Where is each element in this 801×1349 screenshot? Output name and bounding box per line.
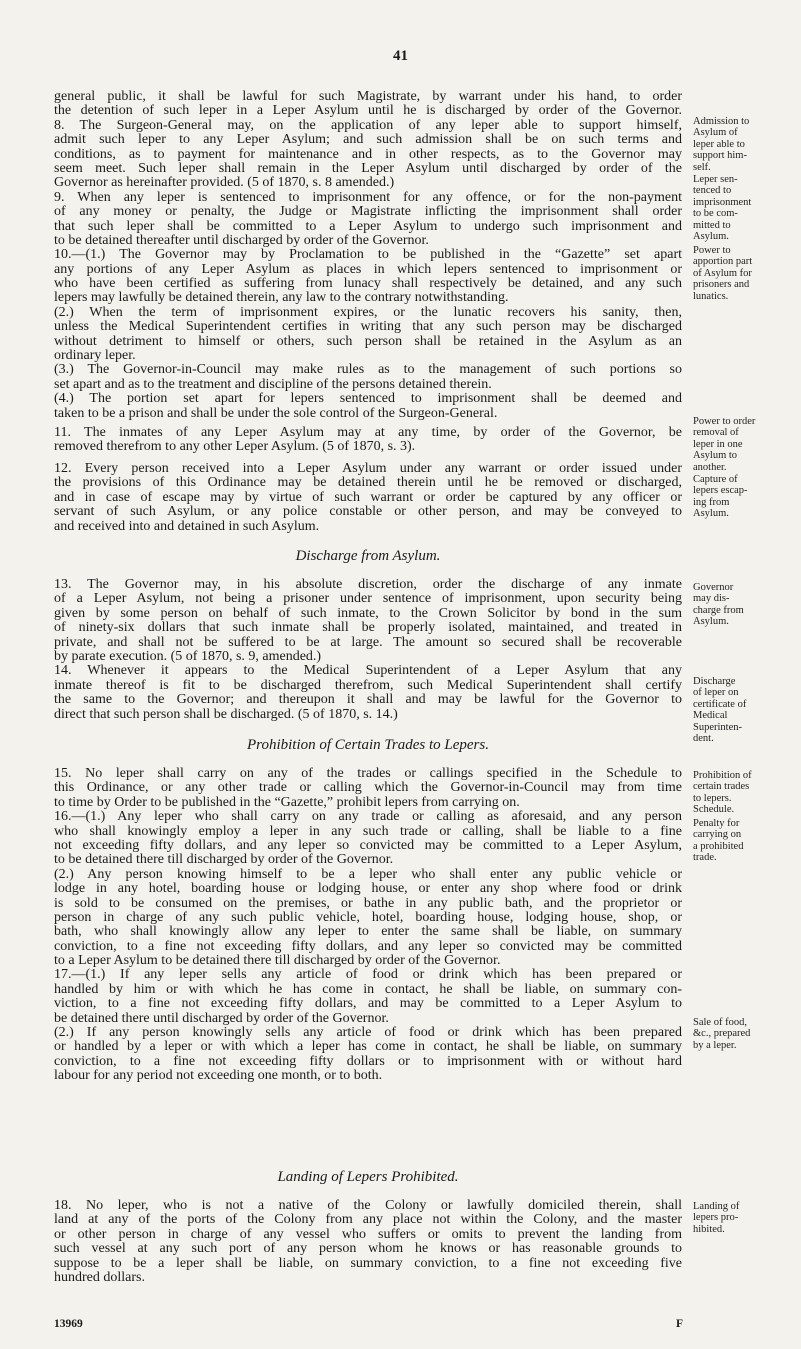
margin-note-line: another. xyxy=(693,461,727,473)
footer-signature-number: 13969 xyxy=(54,1318,83,1330)
text-line: 15. No leper shall carry on any of the trades or callings specified in the Schedule to xyxy=(54,767,682,781)
margin-note-line: Power to xyxy=(693,245,731,256)
text-line: this Ordinance, or any other trade or calling which the Governor-in-Council may from time xyxy=(54,781,682,796)
text-line: admit such leper to any Leper Asylum; and such admission shall be on such terms and xyxy=(54,133,682,148)
margin-note-line: Leper sen- xyxy=(693,174,738,185)
margin-note-line: by a leper. xyxy=(693,1039,737,1051)
text-block xyxy=(54,426,682,455)
text-line: 14. Whenever it appears to the Medical Superintendent of a Leper Asylum that any xyxy=(54,664,682,679)
text-line: viction, to a fine not exceeding fifty dollars, and may be committed to a Leper Asylum to xyxy=(54,997,682,1012)
text-line: or handled by a leper or with which a leper has come in contact, he shall be liable, on summary xyxy=(54,1040,682,1055)
margin-note-line: &c., prepared xyxy=(693,1028,751,1040)
text-line: to a Leper Asylum to be detained there till discharged by order of the Governor. xyxy=(54,954,501,969)
text-line: 8. The Surgeon-General may, on the application of any leper able to support himself, xyxy=(54,118,682,133)
margin-note-line: to lepers. xyxy=(693,792,732,804)
text-block xyxy=(54,578,682,722)
margin-note-line: charge from xyxy=(693,604,744,616)
margin-note-line: tenced to xyxy=(693,185,732,197)
margin-note-line: prisoners and xyxy=(693,279,750,291)
text-line: 17.—(1.) If any leper sells any article of food or drink which has been prepared or xyxy=(54,968,682,983)
text-line: by parate execution. (5 of 1870, s. 9, amended.) xyxy=(54,649,322,664)
margin-note-line: Asylum to xyxy=(693,450,738,462)
text-line: taken to be a prison and shall be under the sole control of the Surgeon-General. xyxy=(54,406,498,421)
text-line: Governor as hereinafter provided. (5 of 1870, s. 8 amended.) xyxy=(54,176,395,191)
margin-note-line: Governor xyxy=(693,582,734,593)
margin-note-line: Medical xyxy=(693,710,728,722)
text-line: the same to the Governor; and thereupon it shall and may be lawful for the Governor to xyxy=(54,693,682,708)
text-line: 13. The Governor may, in his absolute discretion, order the discharge of any inmate xyxy=(54,578,682,592)
text-line: seem meet. Such leper shall remain in the Leper Asylum until discharged by order of the xyxy=(54,161,682,176)
text-line: conviction, to a fine not exceeding fifty dollars, and any leper so convicted may be committed xyxy=(54,939,682,954)
text-line: 11. The inmates of any Leper Asylum may at any time, by order of the Governor, be xyxy=(54,426,682,440)
text-line: to be detained thereafter until discharged by order of the Governor. xyxy=(54,233,429,248)
margin-note-line: Power to order xyxy=(693,416,756,427)
margin-note xyxy=(693,474,797,520)
text-block xyxy=(54,462,682,534)
margin-note-line: Discharge xyxy=(693,676,736,687)
margin-note xyxy=(693,116,797,173)
text-line: to be detained there till discharged by order of the Governor. xyxy=(54,853,394,868)
margin-note-line: may dis- xyxy=(693,593,730,605)
margin-note xyxy=(693,582,797,628)
text-line: the provisions of this Ordinance may be detained therein until he be removed or discharged, xyxy=(54,476,682,491)
text-line: 10.—(1.) The Governor may by Proclamation to be published in the “Gazette” set apart xyxy=(54,248,682,263)
text-line: and received into and detained in such Asylum. xyxy=(54,519,320,534)
text-line: general public, it shall be lawful for such Magistrate, by warrant under his hand, to order xyxy=(54,90,682,104)
margin-note-line: Asylum. xyxy=(693,616,729,628)
margin-note-line: to be com- xyxy=(693,208,738,220)
page-number: 41 xyxy=(393,48,408,64)
text-line: or other person in charge of any vessel who suffers or omits to prevent the landing from xyxy=(54,1227,682,1242)
margin-note-line: a prohibited xyxy=(693,840,744,852)
margin-note-line: Asylum of xyxy=(693,127,738,139)
text-line: be detained there until discharged by order of the Governor. xyxy=(54,1011,389,1026)
margin-note-line: apportion part xyxy=(693,256,753,268)
text-line: 9. When any leper is sentenced to imprisonment for any offence, or for the non-payment xyxy=(54,190,682,205)
margin-note-line: self. xyxy=(693,161,711,173)
margin-note-line: imprisonment xyxy=(693,196,752,208)
text-line: and in case of escape may by virtue of such warrant or order be captured by any officer or xyxy=(54,490,682,505)
margin-note xyxy=(693,818,797,864)
text-line: 16.—(1.) Any leper who shall carry on any trade or calling as aforesaid, and any person xyxy=(54,810,682,825)
text-block xyxy=(54,767,682,1084)
text-line: is sold to be consumed on the premises, or bathe in any public bath, and the proprietor or xyxy=(54,896,682,911)
margin-note-line: trade. xyxy=(693,852,717,864)
text-line: private, and shall not be suffered to be at large. The amount so secured shall be recoverable xyxy=(54,635,682,650)
text-line: bath, who shall knowingly allow any leper to enter the same shall be liable, on summary xyxy=(54,925,682,940)
text-line: 12. Every person received into a Leper Asylum under any warrant or order issued under xyxy=(54,462,682,476)
footer-signature-letter: F xyxy=(676,1318,684,1330)
text-line: (4.) The portion set apart for lepers sentenced to imprisonment shall be deemed and xyxy=(54,392,682,407)
margin-note-line: dent. xyxy=(693,733,714,745)
text-line: that such leper shall be committed to a Leper Asylum to undergo such imprisonment and xyxy=(54,219,682,234)
margin-note-line: of leper on xyxy=(693,687,739,699)
text-block xyxy=(54,1199,682,1285)
margin-note xyxy=(693,245,797,302)
margin-note xyxy=(693,174,797,242)
text-line: lodge in any hotel, boarding house or lodging house, or enter any shop where food or drink xyxy=(54,882,682,897)
margin-note-line: Schedule. xyxy=(693,804,735,816)
margin-note-line: certificate of xyxy=(693,698,747,710)
text-line: hundred dollars. xyxy=(54,1270,145,1285)
margin-note-line: support him- xyxy=(693,150,747,162)
text-line: servant of such Asylum, or any police constable or other person, and may be conveyed to xyxy=(54,505,682,520)
text-line: any portions of any Leper Asylum as places in which lepers sentenced to imprisonment or xyxy=(54,262,682,277)
text-line: (2.) If any person knowingly sells any article of food or drink which has been prepared xyxy=(54,1026,682,1041)
text-line: (3.) The Governor-in-Council may make rules as to the management of such portions so xyxy=(54,363,682,378)
text-line: suppose to be a leper shall be liable, on summary conviction, to a fine not exceeding five xyxy=(54,1256,682,1271)
margin-note-line: Superinten- xyxy=(693,721,742,733)
margin-note-line: certain trades xyxy=(693,781,750,793)
text-line: who shall knowingly employ a leper in any such trade or calling, shall be liable to a fine xyxy=(54,824,682,839)
text-line: inmate thereof is fit to be discharged therefrom, such Medical Superintendent shall certify xyxy=(54,678,682,693)
margin-note-line: of Asylum for xyxy=(693,267,752,279)
text-line: direct that such person shall be discharged. (5 of 1870, s. 14.) xyxy=(54,707,398,722)
text-line: handled by him or with which he has come in contact, he shall be liable, on summary con- xyxy=(54,982,682,997)
margin-note xyxy=(693,1201,797,1235)
text-line: of any money or penalty, the Judge or Magistrate inflicting the imprisonment shall order xyxy=(54,205,682,220)
margin-note xyxy=(693,1017,797,1051)
text-line: labour for any period not exceeding one month, or to both. xyxy=(54,1069,383,1084)
text-line: the detention of such leper in a Leper Asylum until he is discharged by order of the Governor. xyxy=(54,104,682,119)
text-line: set apart and as to the treatment and discipline of the persons detained therein. xyxy=(54,377,492,392)
text-line: (2.) When the term of imprisonment expires, or the lunatic recovers his sanity, then, xyxy=(54,305,682,320)
margin-note xyxy=(693,416,797,473)
margin-note-line: Capture of xyxy=(693,474,738,485)
margin-note-line: ing from xyxy=(693,496,730,508)
margin-note-line: Landing of xyxy=(693,1201,740,1212)
margin-note-line: Admission to xyxy=(693,116,750,127)
text-line: not exceeding fifty dollars, and any leper so convicted may be committed to a Leper Asylum, xyxy=(54,838,682,853)
margin-note-line: Asylum. xyxy=(693,231,729,243)
margin-note-line: carrying on xyxy=(693,829,742,841)
text-line: conviction, to a fine not exceeding fifty dollars or to imprisonment with or without hard xyxy=(54,1054,682,1069)
text-line: 18. No leper, who is not a native of the Colony or lawfully domiciled therein, shall xyxy=(54,1199,682,1213)
margin-note-line: Asylum. xyxy=(693,508,729,520)
margin-note-line: Prohibition of xyxy=(693,770,752,781)
margin-note-line: lepers escap- xyxy=(693,485,748,497)
text-line: ordinary leper. xyxy=(54,349,136,364)
text-line: land at any of the ports of the Colony from any place not within the Colony, and the master xyxy=(54,1213,682,1228)
text-line: given by some person on behalf of such inmate, to the Crown Solicitor by bond in the sum xyxy=(54,606,682,621)
text-line: conditions, as to payment for maintenance and in other respects, as to the Governor may xyxy=(54,147,682,162)
text-line: removed therefrom to any other Leper Asylum. (5 of 1870, s. 3). xyxy=(54,440,416,455)
margin-note-line: hibited. xyxy=(693,1223,725,1235)
text-line: of ninety-six dollars that such inmate shall be properly isolated, maintained, and treated in xyxy=(54,621,682,636)
margin-note-line: Sale of food, xyxy=(693,1017,747,1028)
margin-note-line: lepers pro- xyxy=(693,1212,739,1224)
text-line: lepers may lawfully be detained therein, any law to the contrary notwithstanding. xyxy=(54,291,509,306)
margin-note-line: leper in one xyxy=(693,438,743,450)
section-heading: Landing of Lepers Prohibited. xyxy=(277,1169,459,1185)
text-line: unless the Medical Superintendent certifies in writing that any such person may be discharged xyxy=(54,320,682,335)
section-heading: Discharge from Asylum. xyxy=(295,548,441,564)
text-line: who have been certified as suffering from lunacy shall respectively be detained, and any such xyxy=(54,277,682,292)
text-block xyxy=(54,90,682,421)
text-line: person in charge of any such public vehicle, hotel, boarding house, lodging house, shop, or xyxy=(54,910,682,925)
margin-note-line: lunatics. xyxy=(693,290,729,302)
margin-note xyxy=(693,770,797,816)
text-line: such vessel at any such port of any person whom he knows or has reasonable grounds to xyxy=(54,1242,682,1257)
margin-note-line: removal of xyxy=(693,427,739,439)
text-line: to time by Order to be published in the “Gazette,” prohibit lepers from carrying on. xyxy=(54,795,520,810)
text-line: without detriment to himself or others, such person shall be retained in the Asylum as an xyxy=(54,334,682,349)
margin-note xyxy=(693,676,797,744)
text-line: of a Leper Asylum, not being a prisoner under sentence of imprisonment, upon security being xyxy=(54,592,682,607)
text-line: (2.) Any person knowing himself to be a leper who shall enter any public vehicle or xyxy=(54,867,682,882)
margin-note-line: leper able to xyxy=(693,138,745,150)
margin-note-line: mitted to xyxy=(693,219,731,231)
margin-note-line: Penalty for xyxy=(693,818,740,829)
section-heading: Prohibition of Certain Trades to Lepers. xyxy=(247,737,489,753)
